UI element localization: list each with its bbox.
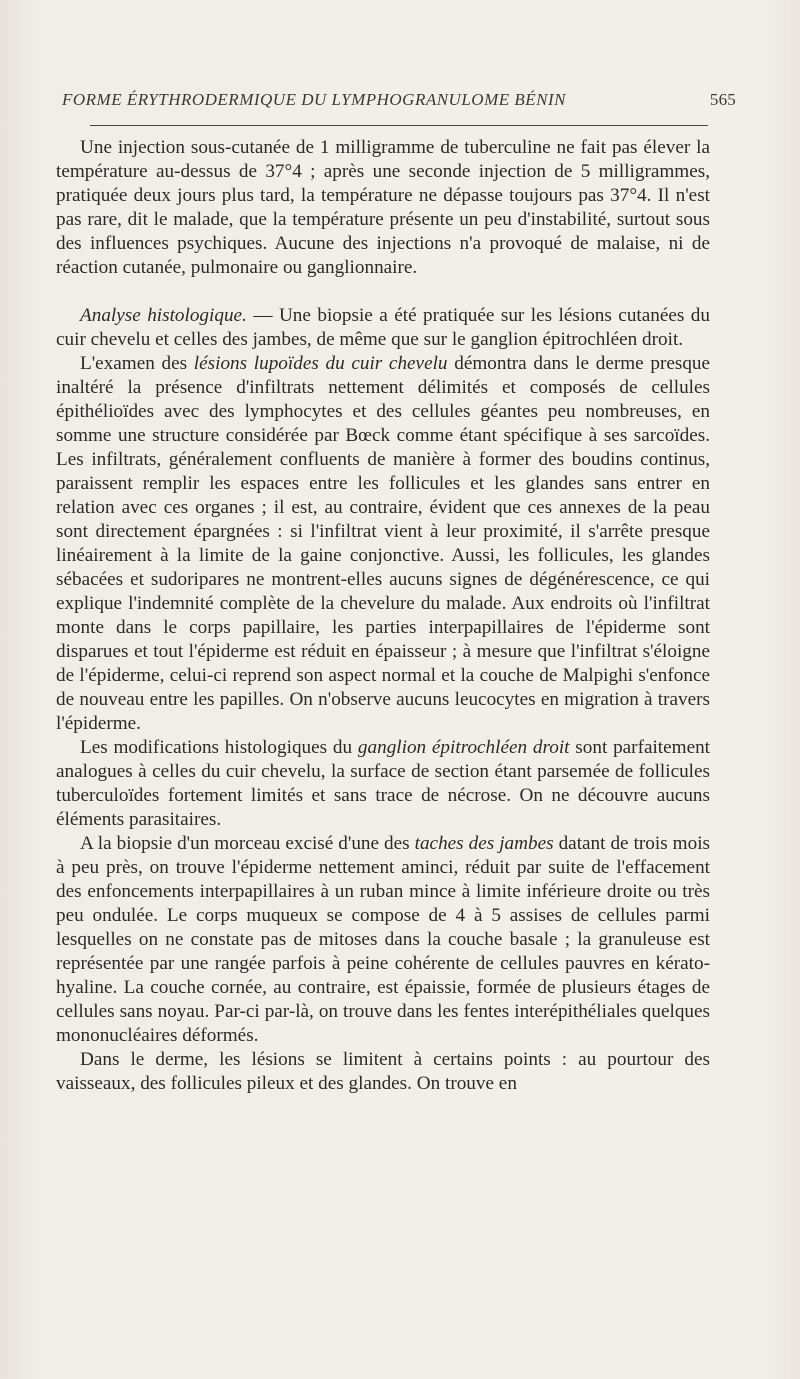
running-title: FORME ÉRYTHRODERMIQUE DU LYMPHOGRANULOME BÉNIN bbox=[62, 90, 566, 109]
italic-term: taches des jambes bbox=[414, 833, 554, 854]
paragraph-scalp-lesions: L'examen des lésions lupoïdes du cuir chevelu démontra dans le derme presque inaltéré la présence d'infiltrats nettement délimités et composés de cellules épithélioïdes avec des lymphocytes et des cellules géantes peu nombreuses, en somme une structure considérée par Bœck comme étant spécifique à ses sarcoïdes. Les infiltrats, généralement confluents de manière à former des boudins continus, paraissent remplir les espaces entre les follicules et les glandes sans entrer en relation avec ces organes ; il est, au contraire, évident que ces annexes de la peau sont directement épargnées : si l'infiltrat vient à leur proximité, il s'arrête presque linéairement à la limite de la gaine conjonctive. Aussi, les follicules, les glandes sébacées et sudoripares ne montrent-elles aucuns signes de dégénérescence, ce qui explique l'indemnité complète de la chevelure du malade. Aux endroits où l'infiltrat monte dans le corps papillaire, les parties interpapillaires de l'épiderme sont disparues et tout l'épiderme est réduit en épaisseur ; à mesure que l'infiltrat s'éloigne de l'épiderme, celui-ci reprend son aspect normal et la couche de Malpighi s'enfonce de nouveau entre les papilles. On n'observe aucuns leucocytes en migration à travers l'épiderme. bbox=[56, 353, 711, 734]
italic-term: ganglion épitrochléen droit bbox=[357, 737, 570, 758]
section-heading-histology: Analyse histologique. bbox=[80, 305, 247, 326]
page-number: 565 bbox=[709, 90, 736, 109]
italic-term: lésions lupoïdes du cuir chevelu bbox=[193, 353, 448, 374]
paragraph-dermis: Dans le derme, les lésions se limitent à certains points : au pourtour des vaisseaux, des follicules pileux et des glandes. On trouve en bbox=[56, 1049, 710, 1094]
paragraph-tuberculin: Une injection sous-cutanée de 1 milligramme de tuberculine ne fait pas élever la température au-dessus de 37°4 ; après une seconde injection de 5 milligrammes, pratiquée deux jours plus tard, la température ne dépasse toujours pas 37°4. Il n'est pas rare, dit le malade, que la température présente un peu d'instabilité, surtout sous des influences psychiques. Aucune des injections n'a provoqué de malaise, ni de réaction cutanée, pulmonaire ou ganglionnaire. bbox=[56, 137, 710, 278]
paragraph-ganglion: Les modifications histologiques du ganglion épitrochléen droit sont parfaitement analogues à celles du cuir chevelu, la surface de section étant parsemée de follicules tuberculoïdes fortement limités et sans trace de nécrose. On ne découvre aucuns éléments parasitaires. bbox=[56, 737, 711, 830]
header-rule bbox=[90, 125, 708, 126]
body-text bbox=[56, 136, 710, 1096]
paragraph-histology-intro: Analyse histologique. — Une biopsie a été pratiquée sur les lésions cutanées du cuir chevelu et celles des jambes, de même que sur le ganglion épitrochléen droit. bbox=[56, 305, 710, 350]
paragraph-leg-spots: A la biopsie d'un morceau excisé d'une des taches des jambes datant de trois mois à peu près, on trouve l'épiderme nettement aminci, réduit par suite de l'effacement des enfoncements interpapillaires à un ruban mince à limite inférieure droite ou très peu ondulée. Le corps muqueux se compose de 4 à 5 assises de cellules parmi lesquelles on ne constate pas de mitoses dans la couche basale ; la granuleuse est représentée par une rangée parfois à peine cohérente de cellules pauvres en kérato-hyaline. La couche cornée, au contraire, est épaissie, formée de plusieurs étages de cellules sans noyau. Par-ci par-là, on trouve dans les fentes interépithéliales quelques mononucléaires déformés. bbox=[56, 833, 710, 1046]
running-header bbox=[62, 90, 736, 114]
